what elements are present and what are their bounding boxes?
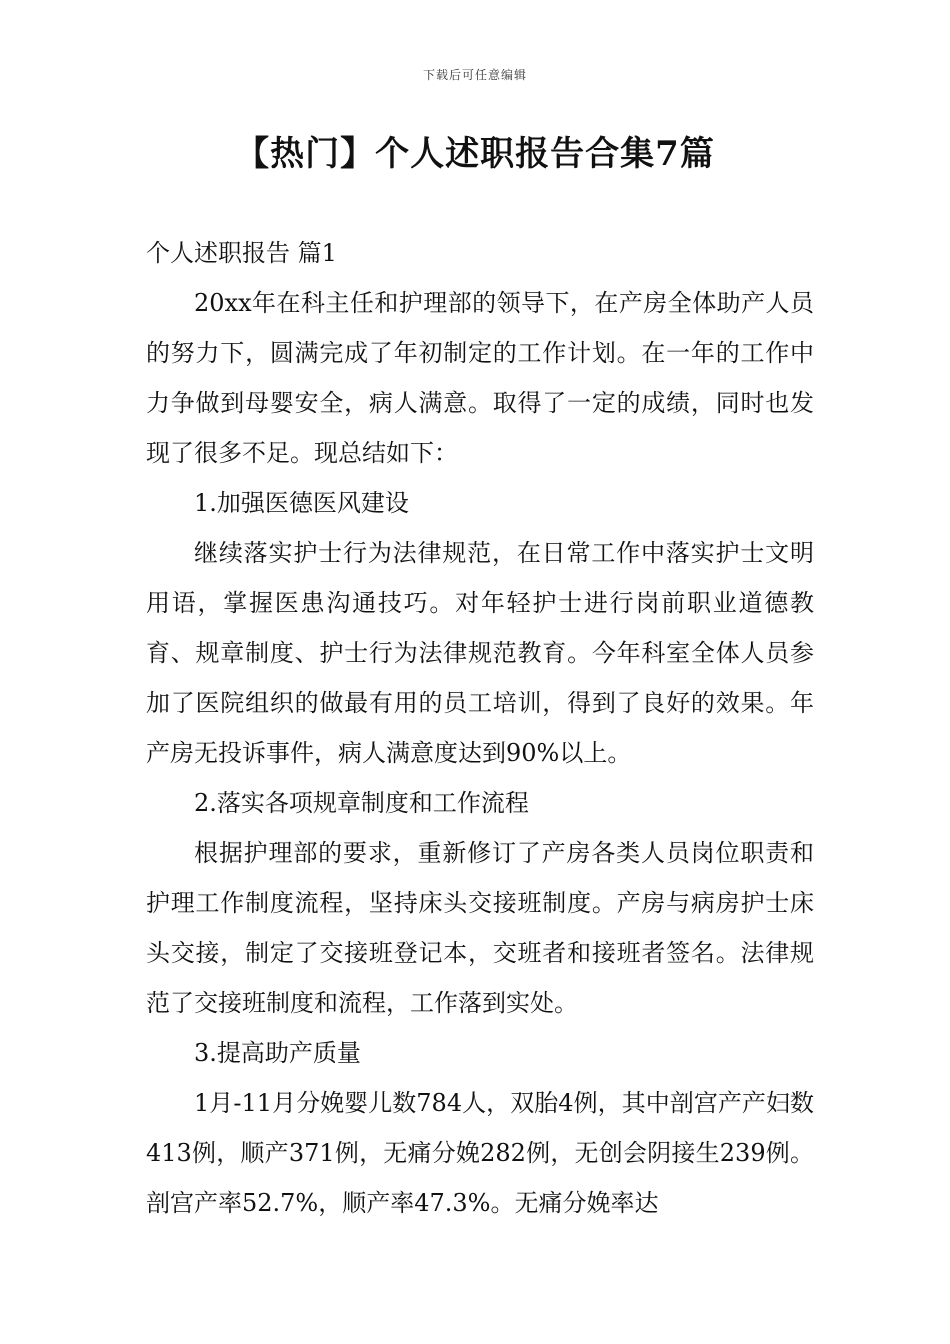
- subheading-2: 2.落实各项规章制度和工作流程: [194, 789, 529, 817]
- header-note: 下载后可任意编辑: [422, 68, 527, 82]
- paragraph-rules: 根据护理部的要求，重新修订了产房各类人员岗位职责和护理工作制度流程，坚持床头交接班制度。产房与病房护士床头交接，制定了交接班登记本，交班者和接班者签名。法律规范了交接班制度和流程，工作落到实处。: [146, 839, 814, 1017]
- document-body: [146, 228, 814, 1228]
- document-title: 【热门】个人述职报告合集7篇: [235, 134, 715, 174]
- section-heading: 个人述职报告 篇1: [146, 239, 337, 267]
- paragraph-intro: 20xx年在科主任和护理部的领导下，在产房全体助产人员的努力下，圆满完成了年初制定的工作计划。在一年的工作中力争做到母婴安全，病人满意。取得了一定的成绩，同时也发现了很多不足。现总结如下：: [146, 289, 814, 467]
- subheading-1: 1.加强医德医风建设: [194, 489, 409, 517]
- paragraph-ethics: 继续落实护士行为法律规范，在日常工作中落实护士文明用语，掌握医患沟通技巧。对年轻护士进行岗前职业道德教育、规章制度、护士行为法律规范教育。今年科室全体人员参加了医院组织的做最有用的员工培训，得到了良好的效果。年产房无投诉事件，病人满意度达到90%以上。: [146, 539, 814, 767]
- paragraph-quality: 1月-11月分娩婴儿数784人，双胎4例，其中剖宫产产妇数413例，顺产371例，无痛分娩282例，无创会阴接生239例。剖宫产率52.7%，顺产率47.3%。无痛分娩率达: [146, 1089, 814, 1217]
- subheading-3: 3.提高助产质量: [194, 1039, 361, 1067]
